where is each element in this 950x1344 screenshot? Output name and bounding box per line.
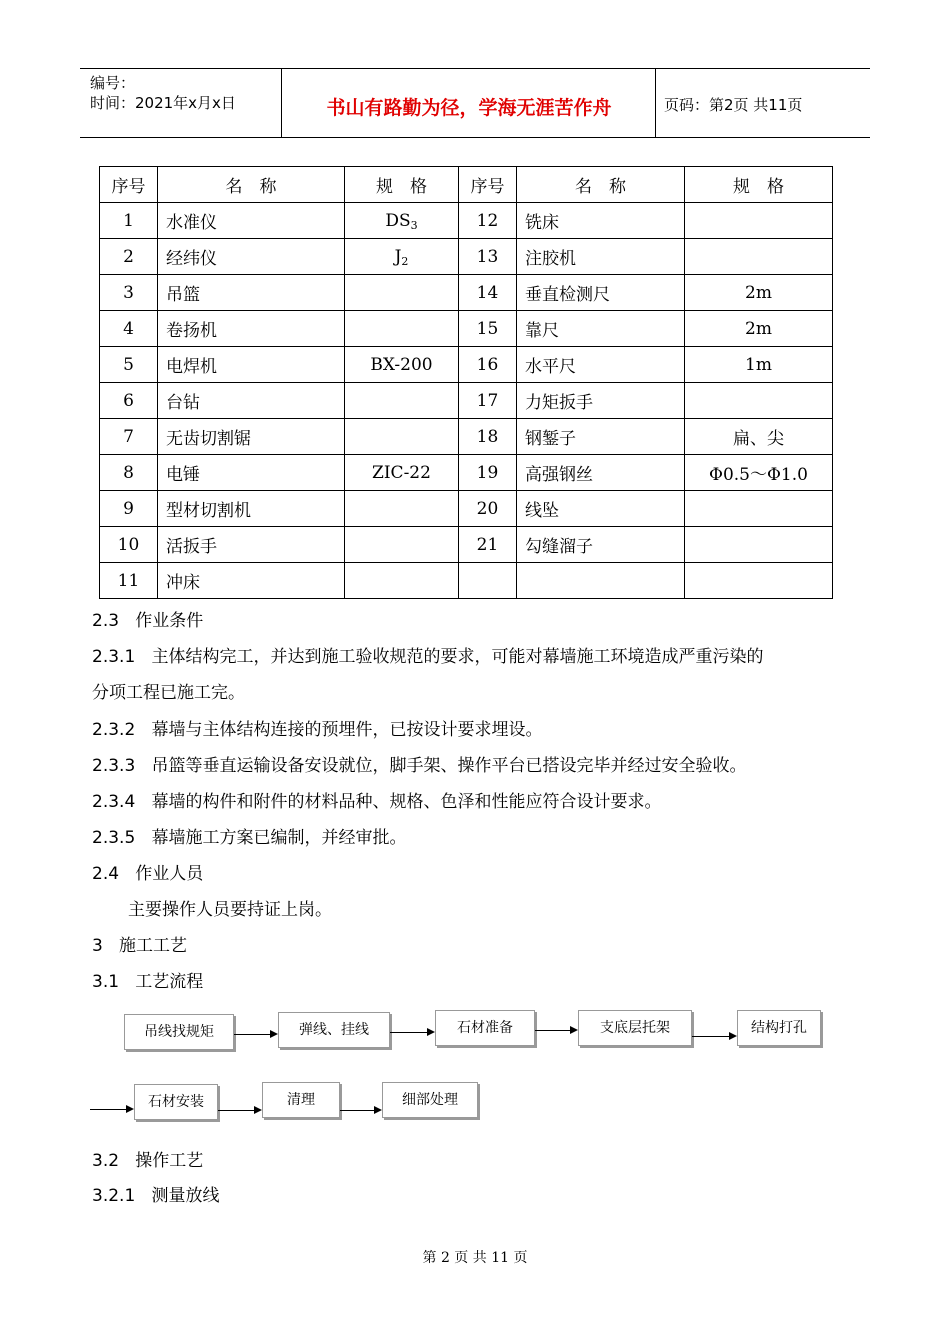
tool-number: 16: [459, 347, 517, 383]
document-time-label: 时间：2021年x月x日: [90, 94, 236, 112]
tool-spec: 2m: [685, 311, 833, 347]
tool-name: 经纬仪: [158, 239, 345, 275]
section-heading-3-2: [92, 1149, 203, 1173]
tool-number: 3: [100, 275, 158, 311]
clause-text: 幕墙与主体结构连接的预埋件，已按设计要求埋设。: [151, 720, 543, 740]
section-title: 作业人员: [135, 864, 204, 884]
tool-spec: [345, 275, 459, 311]
clause-2-3-5: [92, 826, 406, 850]
column-header: 名 称: [517, 167, 685, 203]
arrow-right-icon: [729, 1032, 737, 1040]
tool-number: 17: [459, 383, 517, 419]
spec-base: DS: [385, 210, 411, 231]
tool-name: 型材切割机: [158, 491, 345, 527]
header-divider: [655, 69, 656, 137]
tool-spec: [345, 563, 459, 599]
flow-step: 支底层托架: [578, 1010, 692, 1046]
page-footer: 第 2 页 共 11 页: [422, 1250, 528, 1266]
tool-name: 电焊机: [158, 347, 345, 383]
tool-number: [459, 563, 517, 599]
section-title: 作业条件: [135, 611, 204, 631]
section-number: 3.1: [92, 972, 120, 992]
tool-number: 15: [459, 311, 517, 347]
tool-number: 5: [100, 347, 158, 383]
section-heading-2-4: [92, 862, 203, 886]
tool-name: 电锤: [158, 455, 345, 491]
section-title: 施工工艺: [119, 936, 188, 956]
flow-connector: [90, 1109, 126, 1110]
tool-number: 11: [100, 563, 158, 599]
tool-number: 9: [100, 491, 158, 527]
arrow-right-icon: [126, 1105, 134, 1113]
tool-name: 高强钢丝: [517, 455, 685, 491]
tool-number: 18: [459, 419, 517, 455]
tool-name: 水平尺: [517, 347, 685, 383]
tool-spec: [685, 563, 833, 599]
section-title: 操作工艺: [135, 1151, 204, 1171]
tool-name: 活扳手: [158, 527, 345, 563]
clause-2-3-3: [92, 754, 746, 778]
flow-step: 石材安装: [134, 1084, 218, 1120]
tool-number: 4: [100, 311, 158, 347]
tool-name: 吊篮: [158, 275, 345, 311]
tool-name: 水准仪: [158, 203, 345, 239]
spec-subscript: 2: [401, 254, 409, 268]
tool-name: 线坠: [517, 491, 685, 527]
document-number-label: 编号：: [90, 74, 136, 92]
flow-connector: [340, 1110, 374, 1111]
section-heading-3: [92, 934, 187, 958]
header-meta: [90, 73, 236, 113]
tool-spec: 扁、尖: [685, 419, 833, 455]
column-header: 规 格: [685, 167, 833, 203]
section-number: 2.4: [92, 864, 120, 884]
column-header: 序号: [100, 167, 158, 203]
tool-number: 13: [459, 239, 517, 275]
clause-number: 2.3.5: [92, 828, 136, 848]
tool-number: 2: [100, 239, 158, 275]
section-number: 2.3: [92, 611, 120, 631]
tool-spec: [685, 527, 833, 563]
clause-text: 幕墙施工方案已编制，并经审批。: [151, 828, 407, 848]
arrow-right-icon: [254, 1106, 262, 1114]
flow-connector: [234, 1034, 270, 1035]
tool-name: 力矩扳手: [517, 383, 685, 419]
tool-number: 8: [100, 455, 158, 491]
spec-subscript: 3: [410, 218, 418, 232]
tool-spec: [345, 491, 459, 527]
tool-spec: BX-200: [345, 347, 459, 383]
tool-spec: [685, 491, 833, 527]
column-header: 名 称: [158, 167, 345, 203]
clause-number: 2.3.1: [92, 647, 136, 667]
tool-spec: [685, 239, 833, 275]
tool-number: 12: [459, 203, 517, 239]
clause-2-3-1: [92, 645, 763, 669]
tool-spec: [345, 239, 459, 275]
flow-connector: [535, 1030, 570, 1031]
arrow-right-icon: [427, 1028, 435, 1036]
tool-name: 无齿切割锯: [158, 419, 345, 455]
tool-number: 20: [459, 491, 517, 527]
tool-number: 6: [100, 383, 158, 419]
page-header: [80, 68, 870, 138]
table-row: [100, 347, 833, 383]
flow-step: 石材准备: [435, 1010, 535, 1046]
tool-number: 7: [100, 419, 158, 455]
tool-name: 台钻: [158, 383, 345, 419]
column-header: 规 格: [345, 167, 459, 203]
header-motto: 书山有路勤为径，学海无涯苦作舟: [326, 97, 612, 119]
flow-connector: [692, 1036, 729, 1037]
tool-name: 勾缝溜子: [517, 527, 685, 563]
section-number: 3.2: [92, 1151, 120, 1171]
table-row: [100, 239, 833, 275]
table-row: [100, 311, 833, 347]
table-row: [100, 491, 833, 527]
tool-name: 卷扬机: [158, 311, 345, 347]
table-row: [100, 275, 833, 311]
tool-number: 10: [100, 527, 158, 563]
flow-step: 清理: [262, 1082, 340, 1118]
section-number: 3.2.1: [92, 1186, 136, 1206]
section-heading-3-2-1: [92, 1184, 219, 1208]
tool-number: 21: [459, 527, 517, 563]
tool-name: 冲床: [158, 563, 345, 599]
section-heading-2-3: [92, 609, 203, 633]
table-row: [100, 563, 833, 599]
table-row: [100, 419, 833, 455]
arrow-right-icon: [270, 1030, 278, 1038]
tool-name: [517, 563, 685, 599]
table-row: [100, 383, 833, 419]
clause-number: 2.3.3: [92, 756, 136, 776]
tool-spec: Φ0.5～Φ1.0: [685, 455, 833, 491]
tool-number: 1: [100, 203, 158, 239]
tool-number: 19: [459, 455, 517, 491]
flow-connector: [390, 1032, 427, 1033]
tool-spec: [345, 203, 459, 239]
clause-text: 吊篮等垂直运输设备安设就位，脚手架、操作平台已搭设完毕并经过安全验收。: [151, 756, 747, 776]
table-header-row: [100, 167, 833, 203]
tool-spec: [345, 419, 459, 455]
clause-number: 2.3.2: [92, 720, 136, 740]
table-row: [100, 203, 833, 239]
flow-step: 吊线找规矩: [124, 1014, 234, 1050]
tool-name: 靠尺: [517, 311, 685, 347]
section-number: 3: [92, 936, 103, 956]
tool-spec: [345, 383, 459, 419]
section-2-4-text: 主要操作人员要持证上岗。: [128, 900, 332, 920]
clause-text: 幕墙的构件和附件的材料品种、规格、色泽和性能应符合设计要求。: [151, 792, 662, 812]
tool-name: 钢錾子: [517, 419, 685, 455]
flow-connector: [218, 1110, 254, 1111]
tool-spec: [685, 203, 833, 239]
section-heading-3-1: [92, 970, 203, 994]
header-page-info: 页码：第2页 共11页: [664, 96, 803, 114]
flow-step: 细部处理: [382, 1082, 478, 1118]
tool-name: 注胶机: [517, 239, 685, 275]
clause-number: 2.3.4: [92, 792, 136, 812]
tool-number: 14: [459, 275, 517, 311]
spec-base: J: [394, 246, 402, 267]
tool-name: 垂直检测尺: [517, 275, 685, 311]
clause-2-3-1-continued: 分项工程已施工完。: [92, 683, 245, 703]
arrow-right-icon: [570, 1026, 578, 1034]
tool-spec: 1m: [685, 347, 833, 383]
tool-spec: [685, 383, 833, 419]
clause-text: 主体结构完工，并达到施工验收规范的要求，可能对幕墙施工环境造成严重污染的: [151, 647, 764, 667]
tool-spec: [345, 527, 459, 563]
section-title: 工艺流程: [135, 972, 204, 992]
tool-name: 铣床: [517, 203, 685, 239]
tool-table: [99, 166, 833, 599]
table-row: [100, 527, 833, 563]
clause-2-3-4: [92, 790, 661, 814]
table-row: [100, 455, 833, 491]
flow-step: 结构打孔: [737, 1010, 821, 1046]
tool-spec: 2m: [685, 275, 833, 311]
arrow-right-icon: [374, 1106, 382, 1114]
section-title: 测量放线: [151, 1186, 220, 1206]
tool-spec: [345, 311, 459, 347]
column-header: 序号: [459, 167, 517, 203]
tool-spec: ZIC-22: [345, 455, 459, 491]
flow-step: 弹线、挂线: [278, 1012, 390, 1048]
clause-2-3-2: [92, 718, 542, 742]
